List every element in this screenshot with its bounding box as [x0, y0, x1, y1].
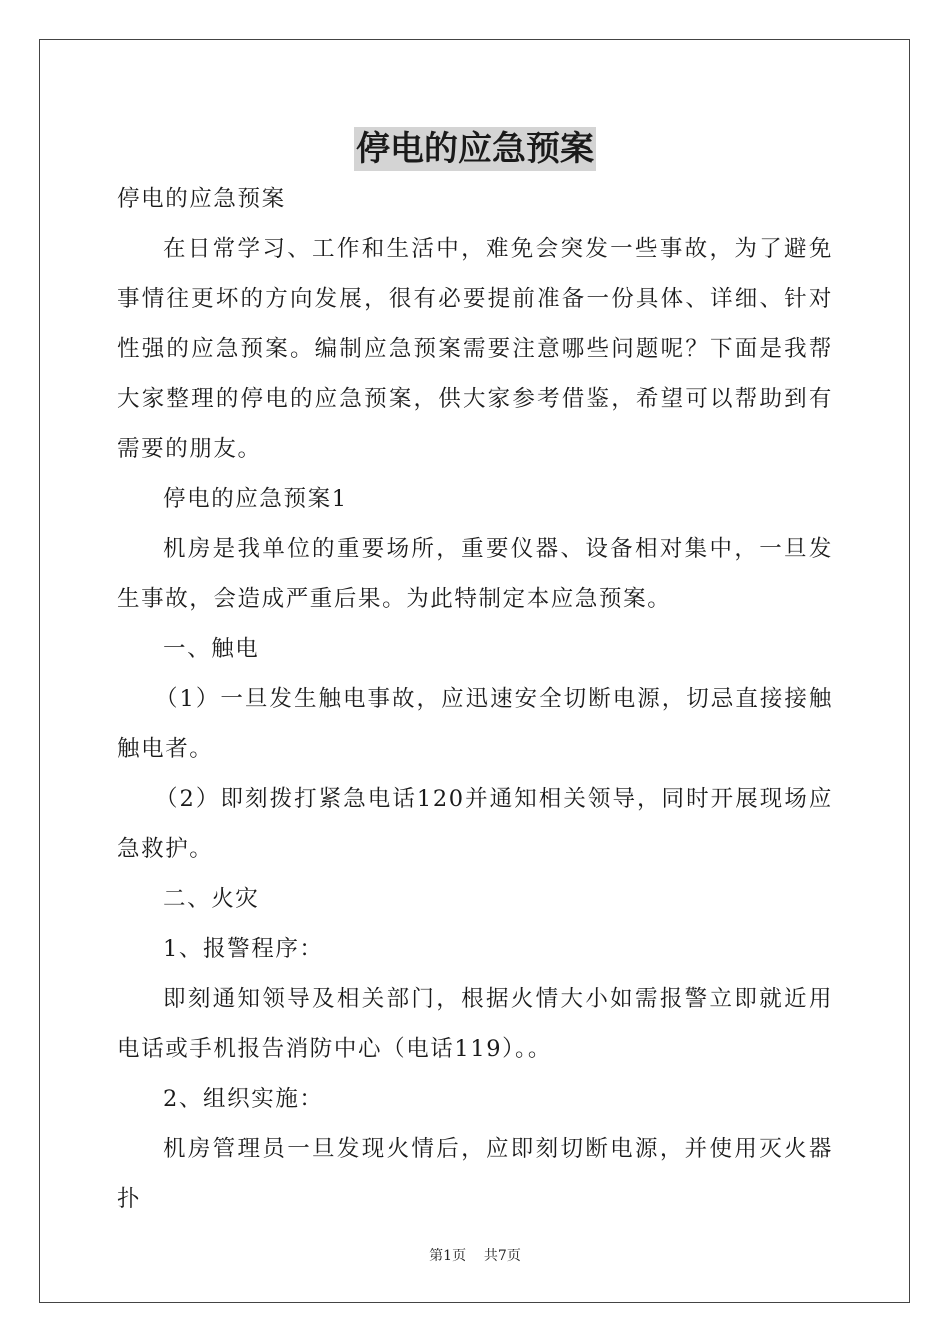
document-title: 停电的应急预案	[356, 129, 594, 169]
section-heading: 一、触电	[163, 636, 260, 662]
body-paragraph: 机房是我单位的重要场所，重要仪器、设备相对集中，一旦发生事故，会造成严重后果。为此特制定本应急预案。	[117, 536, 833, 612]
list-item: （2）即刻拨打紧急电话120并通知相关领导，同时开展现场应急救护。	[117, 786, 833, 862]
page-total: 共7页	[483, 1248, 521, 1264]
page-footer	[0, 1246, 950, 1266]
section-heading: 二、火灾	[163, 886, 260, 912]
subsection-heading: 2、组织实施：	[163, 1086, 324, 1112]
subtitle-paragraph: 停电的应急预案	[117, 186, 286, 212]
page-number: 第1页	[429, 1248, 467, 1264]
list-item: （1）一旦发生触电事故，应迅速安全切断电源，切忌直接接触触电者。	[117, 686, 833, 762]
document-body	[117, 174, 833, 1224]
title-container	[0, 127, 950, 171]
body-paragraph: 机房管理员一旦发现火情后，应即刻切断电源，并使用灭火器扑	[117, 1136, 833, 1212]
subsection-heading: 1、报警程序：	[163, 936, 324, 962]
body-paragraph: 即刻通知领导及相关部门，根据火情大小如需报警立即就近用电话或手机报告消防中心（电话119）。。	[117, 986, 833, 1062]
intro-paragraph: 在日常学习、工作和生活中，难免会突发一些事故，为了避免事情往更坏的方向发展，很有必要提前准备一份具体、详细、针对性强的应急预案。编制应急预案需要注意哪些问题呢？下面是我帮大家整理的停电的应急预案，供大家参考借鉴，希望可以帮助到有需要的朋友。	[117, 236, 833, 462]
section-heading: 停电的应急预案1	[163, 486, 348, 512]
